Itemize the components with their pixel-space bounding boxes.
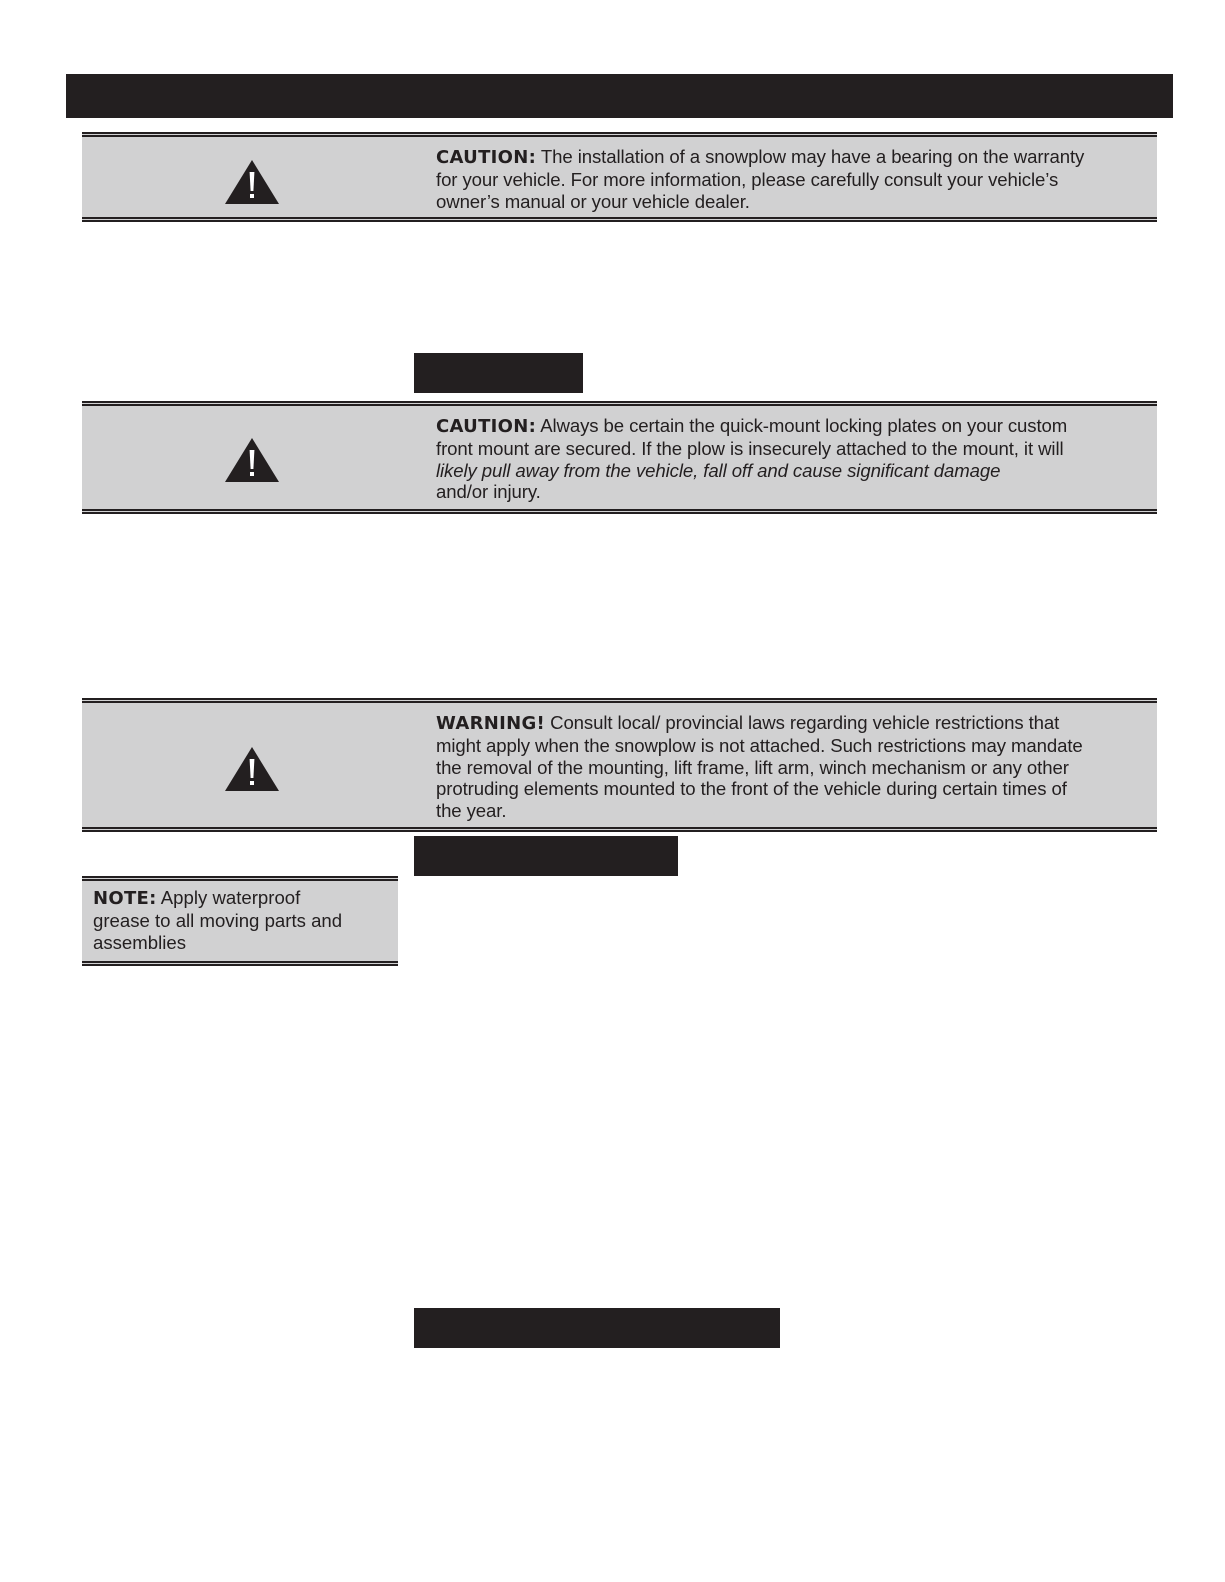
- warning-local-laws-callout: [82, 698, 1157, 832]
- text-line: front mount are secured. If the plow is insecurely attached to the mount, it will: [436, 437, 1064, 459]
- warning-triangle-icon: [224, 159, 280, 205]
- text-line: Always be certain the quick-mount locking plates on your custom: [536, 415, 1068, 436]
- caution-label: CAUTION:: [436, 147, 537, 168]
- section-heading-bar: [414, 836, 678, 876]
- text-line: Apply waterproof: [156, 887, 301, 908]
- text-line: The installation of a snowplow may have a bearing on the warranty: [536, 146, 1085, 167]
- text-line: might apply when the snowplow is not attached. Such restrictions may mandate: [436, 734, 1083, 756]
- note-text: [93, 887, 388, 953]
- header-bar: [66, 74, 1173, 118]
- text-line: Consult local/ provincial laws regarding vehicle restrictions that: [545, 712, 1060, 733]
- text-line: protruding elements mounted to the front of the vehicle during certain times of: [436, 778, 1067, 800]
- text-line: assemblies: [93, 931, 187, 953]
- text-line: likely pull away from the vehicle, fall off and cause significant damage: [436, 459, 1001, 481]
- text-line: the removal of the mounting, lift frame, lift arm, winch mechanism or any other: [436, 756, 1069, 778]
- caution-warranty-text: [436, 146, 1139, 212]
- text-line: for your vehicle. For more information, please carefully consult your vehicle’s: [436, 168, 1059, 190]
- note-callout: [82, 876, 398, 966]
- note-label: NOTE:: [93, 888, 157, 909]
- caution-locking-plates-text: [436, 415, 1139, 503]
- warning-local-laws-text: [436, 712, 1139, 822]
- warning-triangle-icon: [224, 746, 280, 792]
- caution-locking-plates-callout: [82, 401, 1157, 514]
- caution-label: CAUTION:: [436, 416, 537, 437]
- text-line: the year.: [436, 800, 507, 822]
- text-line: owner’s manual or your vehicle dealer.: [436, 190, 750, 212]
- warning-label: WARNING!: [436, 713, 546, 734]
- text-line: grease to all moving parts and: [93, 909, 343, 931]
- caution-warranty-callout: [82, 132, 1157, 222]
- warning-triangle-icon: [224, 437, 280, 483]
- section-heading-bar: [414, 353, 583, 393]
- text-line: and/or injury.: [436, 481, 541, 503]
- section-heading-bar: [414, 1308, 780, 1348]
